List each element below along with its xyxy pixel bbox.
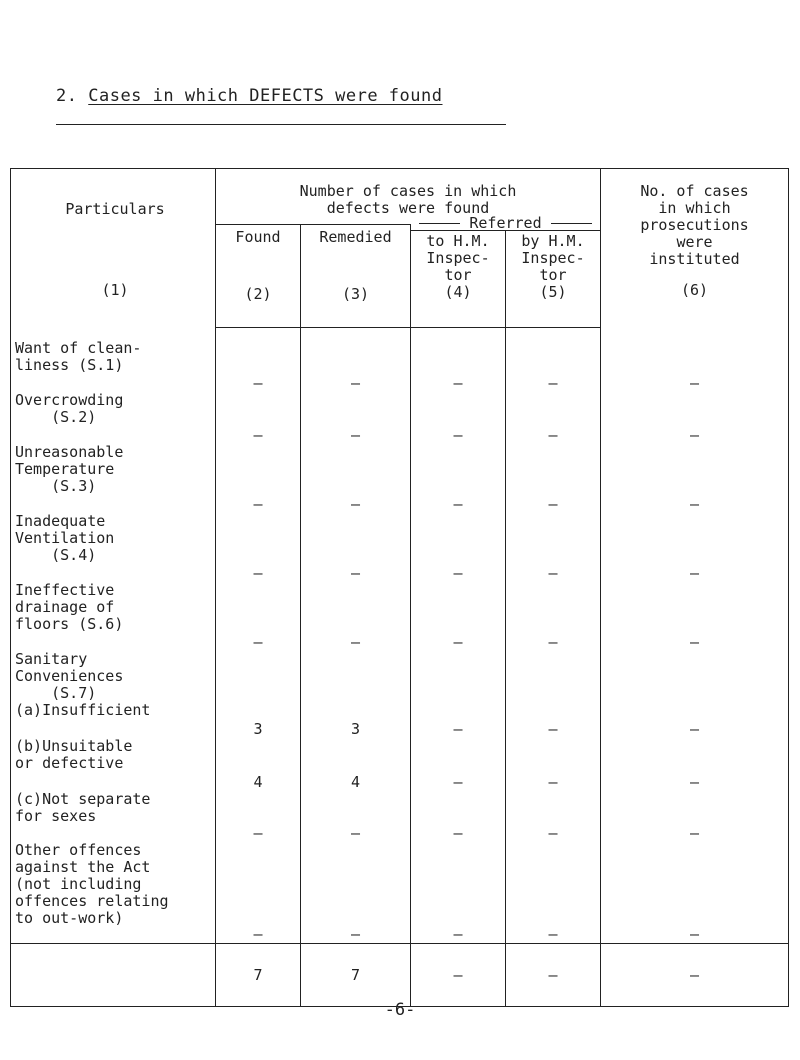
cell-value: – bbox=[548, 563, 558, 582]
cell-pros bbox=[601, 340, 788, 392]
row-label-line: floors (S.6) bbox=[15, 614, 124, 633]
row-label-line: Want of clean- bbox=[15, 338, 142, 357]
cell-pros bbox=[601, 582, 788, 651]
cell-pros bbox=[601, 842, 788, 943]
row-label bbox=[11, 738, 215, 791]
page-number: -6- bbox=[384, 1000, 416, 1020]
row-label-line: Conveniences bbox=[15, 666, 124, 685]
cell-value: – bbox=[689, 772, 700, 791]
total-to-hm: – bbox=[411, 943, 506, 1006]
row-label-line: (a)Insufficient bbox=[15, 700, 151, 719]
cell-remedied bbox=[301, 791, 410, 842]
cell-remedied bbox=[301, 651, 410, 738]
cell-value: – bbox=[350, 632, 361, 651]
cell-value: – bbox=[253, 425, 263, 444]
cell-pros bbox=[601, 444, 788, 513]
by-hm-header bbox=[506, 231, 600, 327]
prosecutions-line-2: in which bbox=[658, 199, 731, 217]
heading-rule bbox=[56, 124, 506, 125]
to-hm-column bbox=[411, 327, 506, 943]
table-body-row bbox=[11, 327, 789, 943]
row-label-line: (S.2) bbox=[15, 407, 97, 426]
cell-by-hm bbox=[506, 738, 600, 791]
cell-by-hm bbox=[506, 651, 600, 738]
cell-pros bbox=[601, 651, 788, 738]
to-hm-header bbox=[411, 231, 506, 327]
total-prosecutions: – bbox=[601, 943, 789, 1006]
cell-value: – bbox=[453, 823, 463, 842]
cell-pros bbox=[601, 791, 788, 842]
by-hm-num: (5) bbox=[539, 282, 567, 301]
cell-to-hm bbox=[411, 651, 505, 738]
referred-header bbox=[411, 213, 601, 328]
row-label-line: (c)Not separate bbox=[15, 789, 151, 808]
row-label-line: (S.3) bbox=[15, 476, 97, 495]
cell-value: – bbox=[548, 823, 558, 842]
cell-value: – bbox=[253, 823, 263, 842]
cell-remedied bbox=[301, 513, 410, 582]
row-label-line: (b)Unsuitable bbox=[15, 736, 133, 755]
row-label-line: Overcrowding bbox=[15, 390, 124, 409]
cell-found bbox=[216, 651, 300, 738]
cell-value: – bbox=[350, 924, 361, 943]
cell-found bbox=[216, 340, 300, 392]
totals-row bbox=[11, 943, 789, 1006]
row-label bbox=[11, 582, 215, 651]
cell-value: – bbox=[253, 373, 263, 392]
cell-remedied bbox=[301, 738, 410, 791]
cell-value: – bbox=[689, 494, 700, 513]
remedied-num: (3) bbox=[341, 285, 370, 303]
cell-value: – bbox=[453, 494, 463, 513]
cell-value: – bbox=[453, 425, 463, 444]
cell-value: – bbox=[689, 719, 700, 738]
row-label-line: offences relating bbox=[15, 891, 169, 910]
prosecutions-line-4: were bbox=[676, 233, 713, 251]
cell-found bbox=[216, 791, 300, 842]
found-label: Found bbox=[235, 228, 281, 246]
found-column bbox=[216, 327, 301, 943]
cell-value: – bbox=[548, 772, 558, 791]
by-hm-line-2: Inspec- bbox=[521, 248, 585, 267]
by-hm-line-3: tor bbox=[539, 265, 567, 284]
cell-value: – bbox=[253, 924, 263, 943]
cell-value: – bbox=[548, 632, 558, 651]
found-header bbox=[216, 225, 301, 328]
cell-by-hm bbox=[506, 791, 600, 842]
cell-value: 4 bbox=[350, 772, 361, 791]
cell-to-hm bbox=[411, 842, 505, 943]
cell-remedied bbox=[301, 340, 410, 392]
remedied-header bbox=[301, 225, 411, 328]
cell-to-hm bbox=[411, 444, 505, 513]
row-label-line: liness (S.1) bbox=[15, 355, 124, 374]
cell-by-hm bbox=[506, 340, 600, 392]
total-by-hm: – bbox=[506, 943, 601, 1006]
total-remedied: 7 bbox=[301, 943, 411, 1006]
cell-value: – bbox=[350, 373, 361, 392]
cell-value: – bbox=[350, 563, 361, 582]
cell-value: – bbox=[350, 823, 361, 842]
cell-value: 4 bbox=[253, 772, 263, 791]
cell-value: – bbox=[253, 563, 263, 582]
cell-value: – bbox=[689, 823, 700, 842]
cell-to-hm bbox=[411, 340, 505, 392]
remedied-label: Remedied bbox=[319, 228, 392, 246]
cell-found bbox=[216, 444, 300, 513]
row-label-line: (not including bbox=[15, 874, 142, 893]
cell-value: – bbox=[689, 373, 700, 392]
cell-value: – bbox=[453, 719, 463, 738]
row-label-line: Other offences bbox=[15, 840, 142, 859]
row-label-line: Ventilation bbox=[15, 528, 115, 547]
to-hm-line-2: Inspec- bbox=[426, 248, 490, 267]
row-label-line: or defective bbox=[15, 753, 124, 772]
cell-value: – bbox=[548, 494, 558, 513]
section-number: 2. bbox=[56, 86, 78, 106]
cell-by-hm bbox=[506, 582, 600, 651]
referred-label: Referred bbox=[411, 215, 600, 232]
prosecutions-header bbox=[601, 169, 789, 328]
to-hm-num: (4) bbox=[444, 282, 472, 301]
cell-found bbox=[216, 392, 300, 444]
cell-to-hm bbox=[411, 738, 505, 791]
cell-by-hm bbox=[506, 513, 600, 582]
row-label-line: Ineffective bbox=[15, 580, 115, 599]
row-label-line: against the Act bbox=[15, 857, 151, 876]
cell-value: – bbox=[453, 924, 463, 943]
prosecutions-column bbox=[601, 327, 789, 943]
row-label-line: Temperature bbox=[15, 459, 115, 478]
cell-found bbox=[216, 738, 300, 791]
particulars-column bbox=[11, 327, 216, 943]
row-label-line: (S.7) bbox=[15, 683, 97, 702]
cell-to-hm bbox=[411, 392, 505, 444]
row-label bbox=[11, 444, 215, 513]
row-label bbox=[11, 340, 215, 392]
cell-value: – bbox=[453, 373, 463, 392]
cell-remedied bbox=[301, 392, 410, 444]
row-label-line: (S.4) bbox=[15, 545, 97, 564]
cell-value: – bbox=[689, 632, 700, 651]
particulars-header bbox=[11, 169, 216, 328]
cell-remedied bbox=[301, 582, 410, 651]
remedied-column bbox=[301, 327, 411, 943]
particulars-label: Particulars bbox=[65, 200, 165, 218]
cell-remedied bbox=[301, 842, 410, 943]
by-hm-column bbox=[506, 327, 601, 943]
row-label bbox=[11, 513, 215, 582]
cell-value: – bbox=[253, 632, 263, 651]
cell-value: – bbox=[253, 494, 263, 513]
section-heading bbox=[56, 86, 443, 106]
cell-remedied bbox=[301, 444, 410, 513]
row-label bbox=[11, 651, 215, 738]
row-label-line: to out-work) bbox=[15, 908, 124, 927]
cell-value: – bbox=[548, 719, 558, 738]
cell-pros bbox=[601, 392, 788, 444]
cell-value: – bbox=[689, 563, 700, 582]
cell-by-hm bbox=[506, 392, 600, 444]
particulars-num: (1) bbox=[101, 281, 129, 299]
cell-value: – bbox=[350, 494, 361, 513]
cell-to-hm bbox=[411, 582, 505, 651]
row-label-line: Sanitary bbox=[15, 649, 88, 668]
total-found: 7 bbox=[216, 943, 301, 1006]
by-hm-line-1: by H.M. bbox=[521, 231, 585, 250]
number-header-line-1: Number of cases in which bbox=[299, 182, 517, 200]
found-num: (2) bbox=[244, 285, 272, 303]
prosecutions-line-3: prosecutions bbox=[640, 216, 749, 234]
cell-value: – bbox=[689, 425, 700, 444]
prosecutions-line-5: instituted bbox=[649, 250, 740, 268]
cell-value: 3 bbox=[350, 719, 361, 738]
cell-found bbox=[216, 513, 300, 582]
cell-value: – bbox=[548, 924, 558, 943]
cell-by-hm bbox=[506, 444, 600, 513]
cell-value: – bbox=[453, 563, 463, 582]
to-hm-line-3: tor bbox=[444, 265, 472, 284]
cell-value: – bbox=[350, 425, 361, 444]
row-label bbox=[11, 392, 215, 444]
row-label-line: Unreasonable bbox=[15, 442, 124, 461]
defects-table bbox=[10, 168, 789, 1007]
cell-found bbox=[216, 842, 300, 943]
row-label-line: drainage of bbox=[15, 597, 115, 616]
cell-value: – bbox=[548, 373, 558, 392]
cell-value: – bbox=[689, 924, 700, 943]
number-header-line-2: defects were found bbox=[326, 199, 490, 217]
row-label bbox=[11, 842, 215, 943]
row-label bbox=[11, 791, 215, 842]
section-title: Cases in which DEFECTS were found bbox=[88, 86, 443, 106]
cell-to-hm bbox=[411, 791, 505, 842]
cell-value: – bbox=[548, 425, 558, 444]
prosecutions-num: (6) bbox=[680, 281, 709, 299]
to-hm-line-1: to H.M. bbox=[426, 231, 490, 250]
cell-value: – bbox=[453, 632, 463, 651]
row-label-line: Inadequate bbox=[15, 511, 106, 530]
cell-value: 3 bbox=[253, 719, 263, 738]
cell-to-hm bbox=[411, 513, 505, 582]
prosecutions-line-1: No. of cases bbox=[640, 182, 749, 200]
cell-pros bbox=[601, 513, 788, 582]
totals-label-cell bbox=[11, 943, 216, 1006]
cell-found bbox=[216, 582, 300, 651]
cell-pros bbox=[601, 738, 788, 791]
row-label-line: for sexes bbox=[15, 806, 97, 825]
cell-by-hm bbox=[506, 842, 600, 943]
cell-value: – bbox=[453, 772, 463, 791]
